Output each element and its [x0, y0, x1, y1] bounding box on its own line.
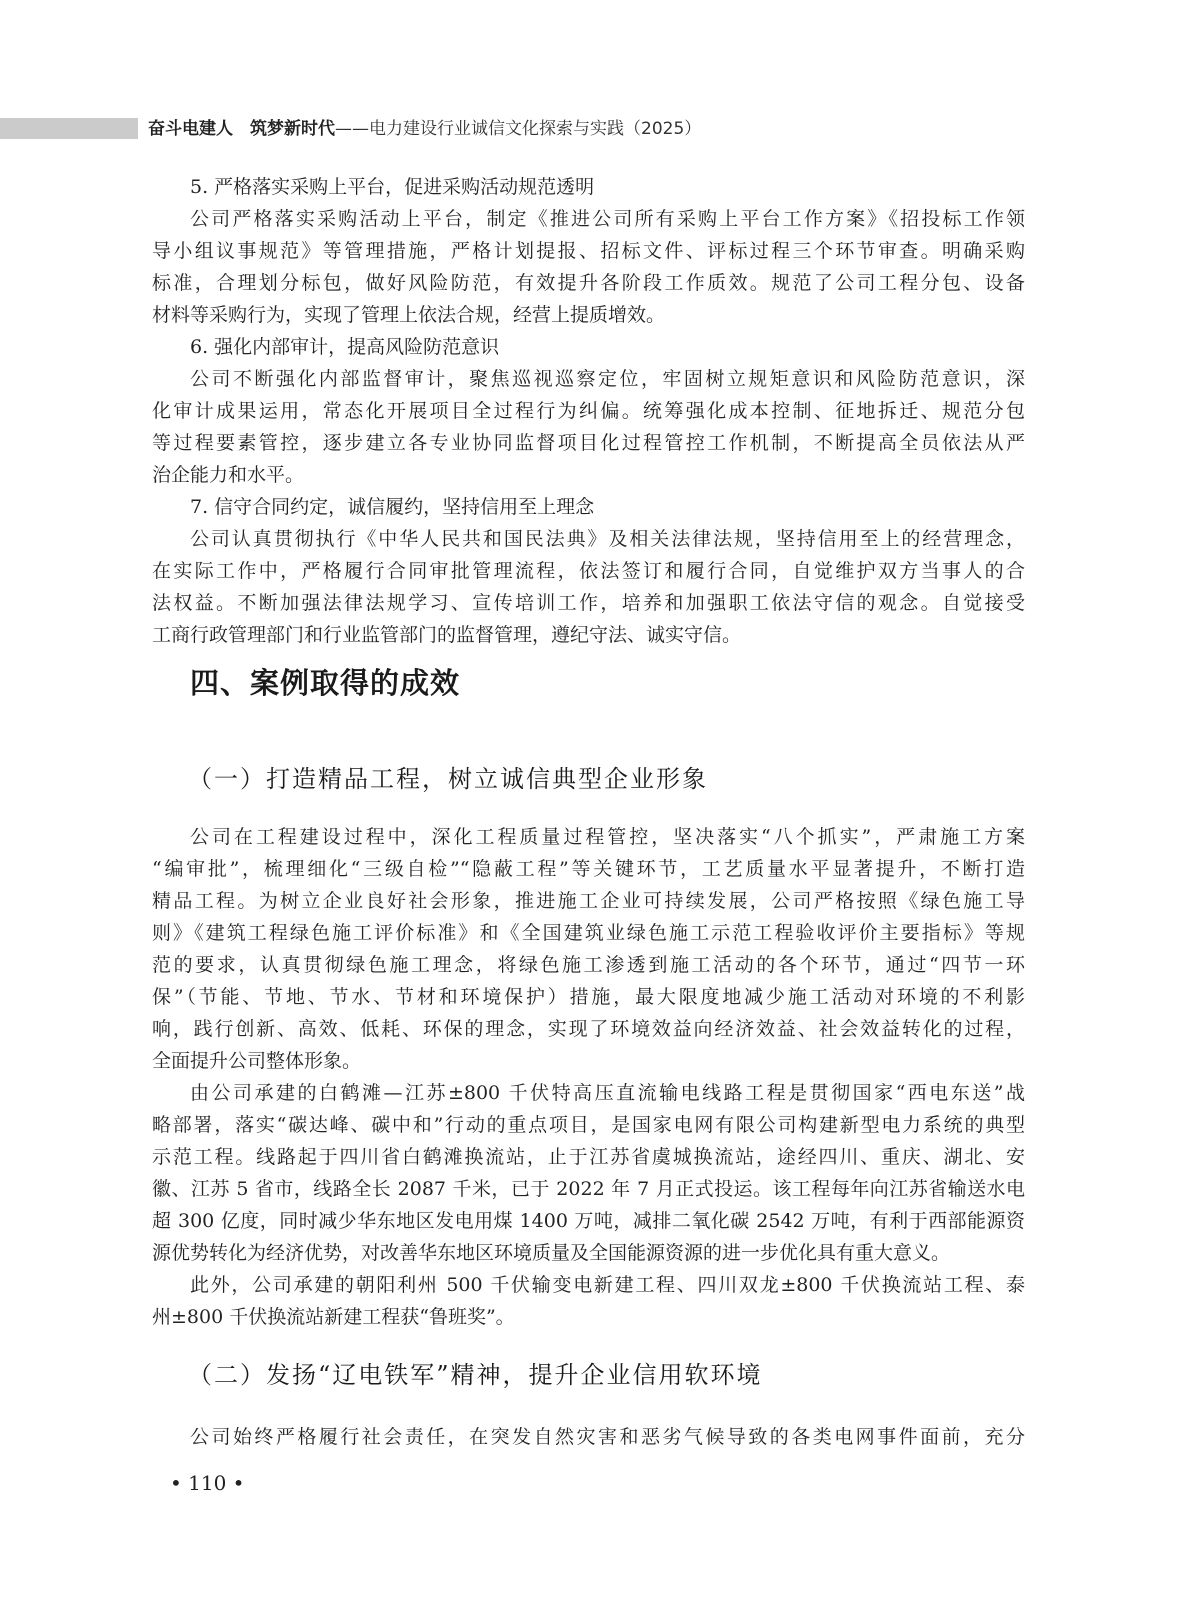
paragraph-line: 法权益。不断加强法律法规学习、宣传培训工作，培养和加强职工依法守信的观念。自觉接受	[152, 592, 1025, 614]
subsection-heading: （一）打造精品工程，树立诚信典型企业形象	[188, 765, 708, 793]
paragraph-line: 标准，合理划分标包，做好风险防范，有效提升各阶段工作质效。规范了公司工程分包、设备	[152, 272, 1025, 294]
paragraph-line: 示范工程。线路起于四川省白鹤滩换流站，止于江苏省虞城换流站，途经四川、重庆、湖北、安	[152, 1146, 1025, 1168]
subsection-body	[152, 821, 1025, 1333]
paragraph-line: 公司不断强化内部监督审计，聚焦巡视巡察定位，牢固树立规矩意识和风险防范意识，深	[190, 368, 1025, 390]
paragraph-line: 州±800 千伏换流站新建工程获“鲁班奖”。	[152, 1306, 515, 1328]
paragraph-line: 材料等采购行为，实现了管理上依法合规，经营上提质增效。	[152, 304, 666, 326]
paragraph-line: 精品工程。为树立企业良好社会形象，推进施工企业可持续发展，公司严格按照《绿色施工导	[152, 890, 1025, 912]
subsection-heading: （二）发扬“辽电铁军”精神，提升企业信用软环境	[188, 1361, 763, 1389]
page-number: • 110 •	[170, 1471, 245, 1495]
paragraph-line: 等过程要素管控，逐步建立各专业协同监督项目化过程管控工作机制，不断提高全员依法从严	[152, 432, 1025, 454]
paragraph-line: 保”（节能、节地、节水、节材和环境保护）措施，最大限度地减少施工活动对环境的不利影	[152, 986, 1025, 1008]
paragraph-line: 范的要求，认真贯彻绿色施工理念，将绿色施工渗透到施工活动的各个环节，通过“四节一环	[152, 954, 1025, 976]
list-item-title: 6. 强化内部审计，提高风险防范意识	[190, 336, 500, 358]
running-header-title: 奋斗电建人 筑梦新时代	[148, 119, 335, 139]
paragraph-line: 则》《建筑工程绿色施工评价标准》和《全国建筑业绿色施工示范工程验收评价主要指标》等规	[152, 922, 1025, 944]
paragraph-line: 公司在工程建设过程中，深化工程质量过程管控，坚决落实“八个抓实”，严肃施工方案	[190, 826, 1025, 848]
header-bar	[0, 118, 138, 139]
paragraph-line: 此外，公司承建的朝阳利州 500 千伏输变电新建工程、四川双龙±800 千伏换流站工程、泰	[190, 1274, 1025, 1296]
list-item-title: 7. 信守合同约定，诚信履约，坚持信用至上理念	[190, 496, 595, 518]
paragraph-line: 略部署，落实“碳达峰、碳中和”行动的重点项目，是国家电网有限公司构建新型电力系统的典型	[152, 1114, 1025, 1136]
list-item-title: 5. 严格落实采购上平台，促进采购活动规范透明	[190, 176, 595, 198]
running-header	[148, 117, 701, 141]
paragraph-line: 公司认真贯彻执行《中华人民共和国民法典》及相关法律法规，坚持信用至上的经营理念，	[190, 528, 1025, 550]
paragraph-line: 全面提升公司整体形象。	[152, 1050, 362, 1072]
paragraph-line: 徽、江苏 5 省市，线路全长 2087 千米，已于 2022 年 7 月正式投运。该工程每年向江苏省输送水电	[152, 1178, 1025, 1200]
paragraph-line: 源优势转化为经济优势，对改善华东地区环境质量及全国能源资源的进一步优化具有重大意义。	[152, 1242, 951, 1264]
section-heading: 四、案例取得的成效	[190, 666, 461, 700]
paragraph-line: 化审计成果运用，常态化开展项目全过程行为纠偏。统筹强化成本控制、征地拆迁、规范分包	[152, 400, 1025, 422]
paragraph-line: 在实际工作中，严格履行合同审批管理流程，依法签订和履行合同，自觉维护双方当事人的合	[152, 560, 1025, 582]
numbered-items	[152, 171, 1025, 651]
paragraph-line: 工商行政管理部门和行业监管部门的监督管理，遵纪守法、诚实守信。	[152, 624, 742, 646]
running-header-subtitle: ——电力建设行业诚信文化探索与实践（2025）	[335, 119, 702, 139]
paragraph-line: 响，践行创新、高效、低耗、环保的理念，实现了环境效益向经济效益、社会效益转化的过程，	[152, 1018, 1025, 1040]
subsection-body	[152, 1421, 1025, 1453]
paragraph-line: 治企能力和水平。	[152, 464, 305, 486]
paragraph-line: 由公司承建的白鹤滩—江苏±800 千伏特高压直流输电线路工程是贯彻国家“西电东送”战	[190, 1082, 1025, 1104]
paragraph-line: 公司严格落实采购活动上平台，制定《推进公司所有采购上平台工作方案》《招投标工作领	[190, 208, 1025, 230]
paragraph-line: 超 300 亿度，同时减少华东地区发电用煤 1400 万吨，减排二氧化碳 2542 万吨，有利于西部能源资	[152, 1210, 1025, 1232]
paragraph-line: 公司始终严格履行社会责任，在突发自然灾害和恶劣气候导致的各类电网事件面前，充分	[190, 1426, 1025, 1448]
paragraph-line: 导小组议事规范》等管理措施，严格计划提报、招标文件、评标过程三个环节审查。明确采购	[152, 240, 1025, 262]
paragraph-line: “编审批”，梳理细化“三级自检”“隐蔽工程”等关键环节，工艺质量水平显著提升，不断打造	[152, 858, 1025, 880]
